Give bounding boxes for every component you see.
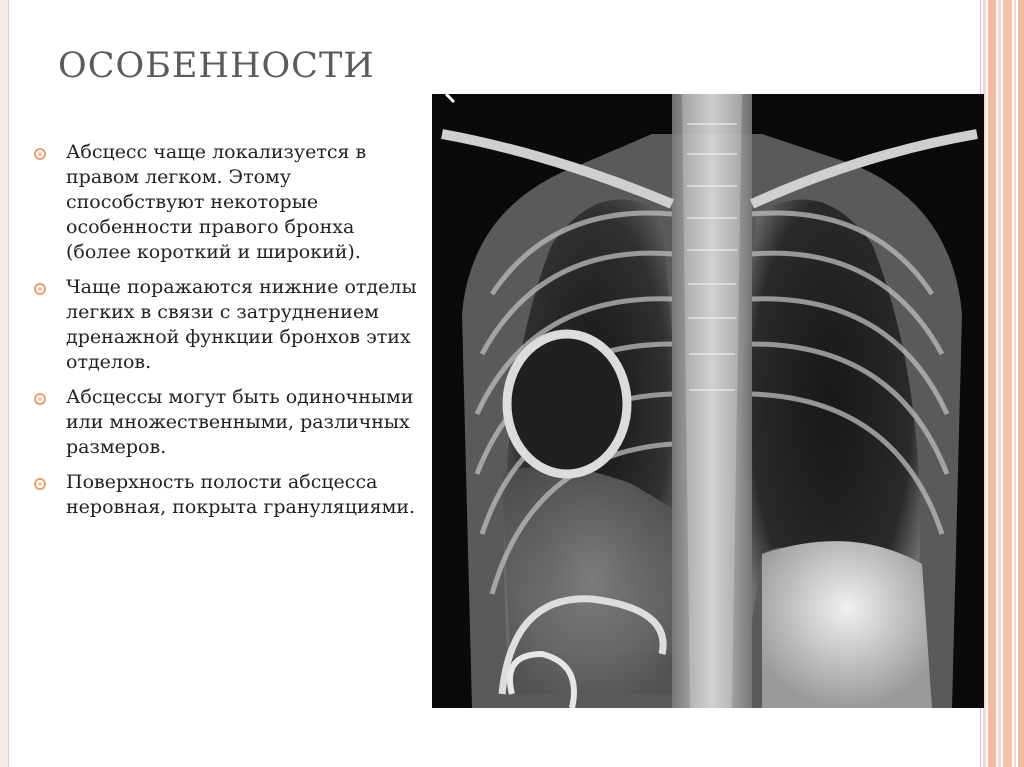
bullet-list — [34, 140, 424, 530]
bullet-text: Поверхность полости абсцесса неровная, покрыта грануляциями. — [66, 471, 416, 518]
slide-title: ОСОБЕННОСТИ — [58, 46, 375, 86]
left-border — [0, 0, 8, 767]
bullet-item — [34, 385, 424, 460]
bullet-text: Абсцесс чаще локализуется в правом легком. Этому способствуют некоторые особенности правого бронха (более короткий и широкий). — [66, 141, 367, 263]
chest-xray-illustration — [432, 94, 984, 708]
right-decorative-stripes — [980, 0, 1024, 767]
bullet-item — [34, 275, 424, 375]
ring-bullet-icon — [34, 283, 46, 295]
bullet-text: Чаще поражаются нижние отделы легких в связи с затруднением дренажной функции бронхов этих отделов. — [66, 276, 417, 373]
chest-xray-image — [432, 94, 984, 708]
ring-bullet-icon — [34, 478, 46, 490]
bullet-text: Абсцессы могут быть одиночными или множественными, различных размеров. — [66, 386, 414, 458]
bullet-item — [34, 140, 424, 265]
ring-bullet-icon — [34, 148, 46, 160]
ring-bullet-icon — [34, 393, 46, 405]
left-border-line — [8, 0, 9, 767]
bullet-item — [34, 470, 424, 520]
